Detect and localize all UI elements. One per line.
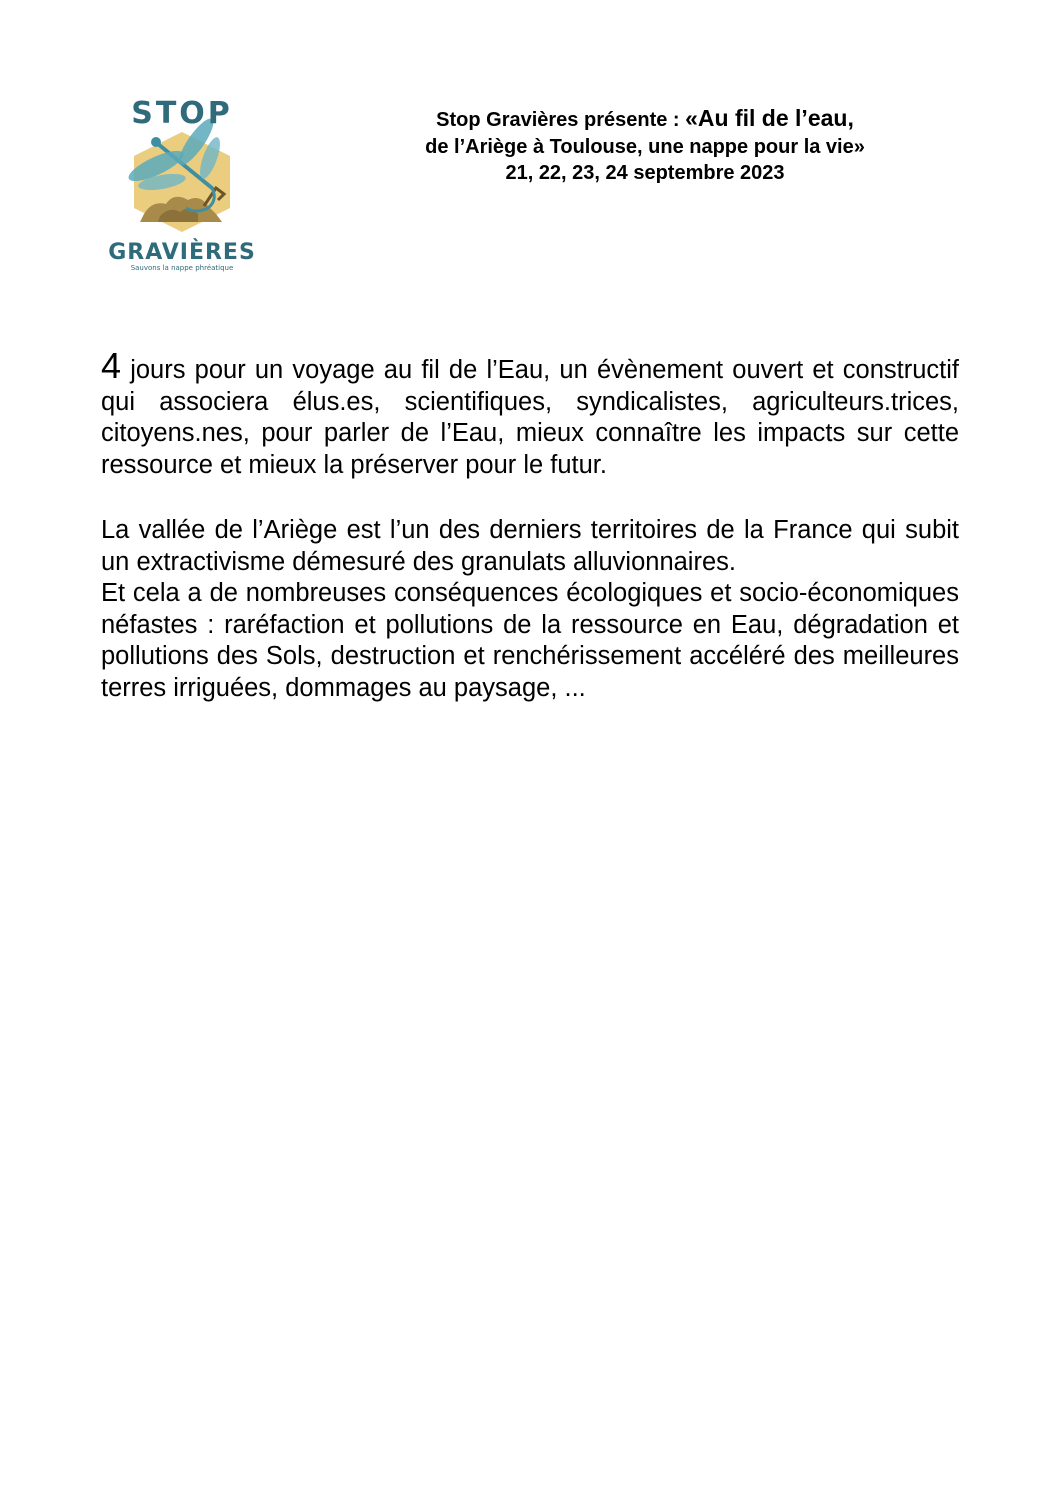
header-event-title: «Au fil de l’eau, xyxy=(685,105,854,131)
header-prefix: Stop Gravières présente : xyxy=(436,109,680,131)
intro-paragraph xyxy=(101,345,959,481)
dragonfly-hexagon-logo-icon xyxy=(100,96,264,272)
paragraph-gap xyxy=(101,481,959,515)
intro-first-word: 4 xyxy=(101,345,122,386)
logo-bottom-text: GRAVIÈRES xyxy=(108,240,256,265)
logo-tagline: Sauvons la nappe phréatique xyxy=(130,264,234,272)
logo-top-text: STOP xyxy=(131,96,233,131)
header-dates: 21, 22, 23, 24 septembre 2023 xyxy=(505,162,785,184)
header-title-line xyxy=(300,104,990,134)
context-paragraph: La vallée de l’Ariège est l’un des derniers territoires de la France qui subit un extractivisme démesuré des granulats alluvionnaires. xyxy=(101,516,959,576)
logo xyxy=(100,96,264,272)
header-subtitle: de l’Ariège à Toulouse, une nappe pour la vie» xyxy=(425,136,865,158)
consequences-paragraph: Et cela a de nombreuses conséquences écologiques et socio-économiques néfastes : raréfaction et pollutions de la ressource en Eau, dégradation et pollutions des Sols, destruction et renchérissement accéléré des meilleures terres irriguées, dommages au paysage, ... xyxy=(101,579,959,702)
intro-text: jours pour un voyage au fil de l’Eau, un évènement ouvert et constructif qui associera élus.es, scientifiques, syndicalistes, agriculteurs.trices, citoyens.nes, pour parler de l’Eau, mieux connaître les impacts sur cette ressource et mieux la préserver pour le futur. xyxy=(101,356,959,479)
document-body xyxy=(101,345,959,704)
document-header xyxy=(300,104,990,186)
